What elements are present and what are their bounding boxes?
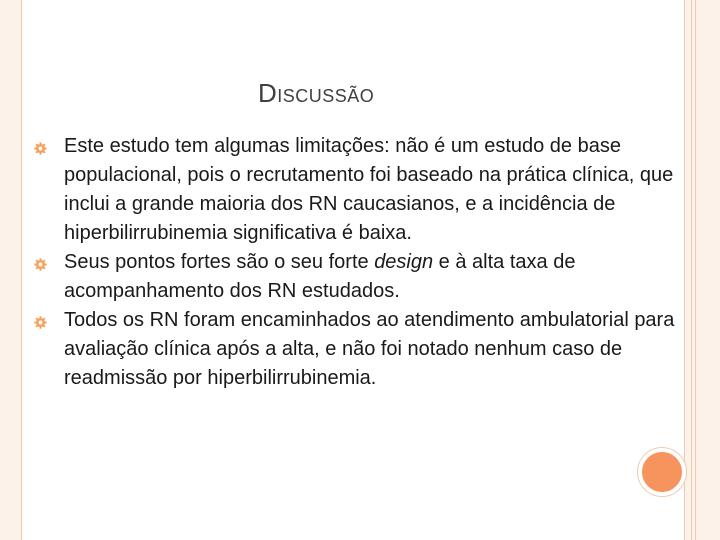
gear-icon [34, 258, 47, 271]
bullet-text-end: e à alta taxa de acompanhamento dos RN estudados. [64, 251, 576, 302]
bullet-text-start: Seus pontos fortes são o seu forte [64, 251, 375, 273]
bullet-text-emphasis: design [374, 251, 434, 273]
slide-title [258, 78, 374, 109]
bullet-text: Todos os RN foram encaminhados ao atendimento ambulatorial para avaliação clínica após a alta, e não foi notado nenhum caso de readmissão por hiperbilirrubinemia. [64, 309, 675, 389]
decorative-circle [638, 448, 686, 496]
bullet-list [30, 132, 680, 393]
decorative-line [695, 0, 696, 540]
bullet-item [30, 248, 680, 306]
bullet-item [30, 306, 680, 393]
slide-title-rest: ISCUSSÃO [277, 86, 375, 106]
gear-icon [34, 142, 47, 155]
bullet-item [30, 132, 680, 248]
bullet-text: Este estudo tem algumas limitações: não é um estudo de base populacional, pois o recrutamento foi baseado na prática clínica, que inclui a grande maioria dos RN caucasianos, e a incidência de hiperbilirrubinemia significativa é baixa. [64, 135, 674, 244]
gear-icon [34, 316, 47, 329]
decorative-line [691, 0, 692, 540]
slide-title-initial: D [258, 78, 278, 108]
